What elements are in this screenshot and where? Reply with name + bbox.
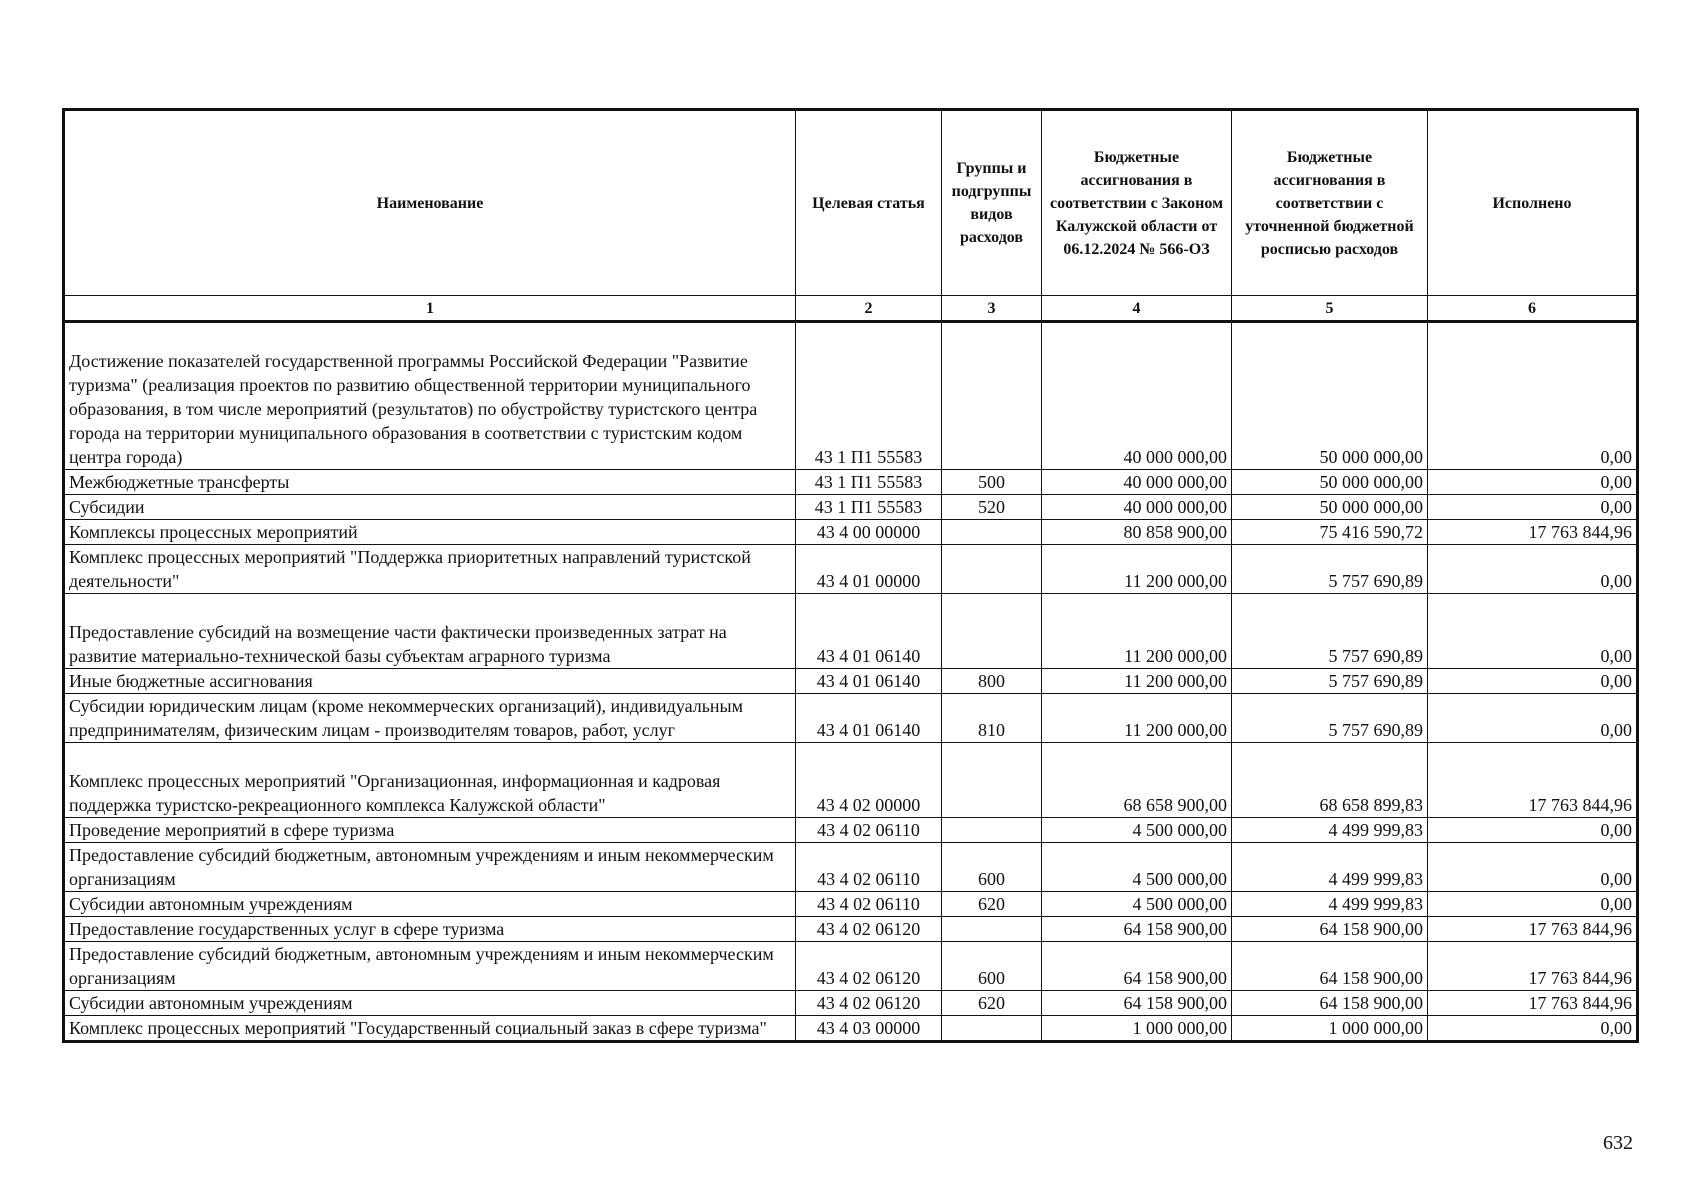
row-name-cell: Иные бюджетные ассигнования bbox=[64, 669, 796, 694]
row-law-amount-cell: 11 200 000,00 bbox=[1042, 545, 1232, 594]
row-name-cell: Проведение мероприятий в сфере туризма bbox=[64, 818, 796, 843]
row-target-article-cell: 43 4 01 06140 bbox=[796, 669, 942, 694]
row-target-article-cell: 43 4 01 00000 bbox=[796, 545, 942, 594]
table-row bbox=[64, 495, 1638, 520]
table-row bbox=[64, 1016, 1638, 1042]
row-expense-group-cell: 500 bbox=[942, 470, 1042, 495]
row-name-cell: Комплекс процессных мероприятий "Организационная, информационная и кадровая поддержка туристско-рекреационного комплекса Калужской области" bbox=[64, 743, 796, 818]
row-name-cell: Субсидии bbox=[64, 495, 796, 520]
row-executed-amount-cell: 0,00 bbox=[1428, 694, 1638, 743]
row-law-amount-cell: 4 500 000,00 bbox=[1042, 818, 1232, 843]
table-row bbox=[64, 520, 1638, 545]
row-refined-amount-cell: 1 000 000,00 bbox=[1232, 1016, 1428, 1042]
budget-table bbox=[62, 108, 1639, 1043]
row-target-article-cell: 43 4 03 00000 bbox=[796, 1016, 942, 1042]
table-row bbox=[64, 892, 1638, 917]
header-expense-groups: Группы и подгруппы видов расходов bbox=[942, 110, 1042, 296]
row-name-cell: Предоставление субсидий на возмещение части фактически произведенных затрат на развитие материально-технической базы субъектам аграрного туризма bbox=[64, 594, 796, 669]
row-target-article-cell: 43 1 П1 55583 bbox=[796, 322, 942, 470]
row-refined-amount-cell: 4 499 999,83 bbox=[1232, 892, 1428, 917]
row-expense-group-cell bbox=[942, 520, 1042, 545]
row-executed-amount-cell: 17 763 844,96 bbox=[1428, 743, 1638, 818]
table-row bbox=[64, 545, 1638, 594]
column-number-row bbox=[64, 296, 1638, 322]
row-refined-amount-cell: 64 158 900,00 bbox=[1232, 917, 1428, 942]
row-target-article-cell: 43 4 02 06110 bbox=[796, 892, 942, 917]
row-target-article-cell: 43 4 01 06140 bbox=[796, 694, 942, 743]
row-name-cell: Субсидии юридическим лицам (кроме некоммерческих организаций), индивидуальным предпринимателям, физическим лицам - производителям товаров, работ, услуг bbox=[64, 694, 796, 743]
table-body bbox=[64, 322, 1638, 1042]
row-refined-amount-cell: 50 000 000,00 bbox=[1232, 322, 1428, 470]
row-executed-amount-cell: 0,00 bbox=[1428, 818, 1638, 843]
row-target-article-cell: 43 1 П1 55583 bbox=[796, 495, 942, 520]
row-executed-amount-cell: 17 763 844,96 bbox=[1428, 942, 1638, 991]
row-expense-group-cell bbox=[942, 1016, 1042, 1042]
row-target-article-cell: 43 4 02 06110 bbox=[796, 843, 942, 892]
row-executed-amount-cell: 0,00 bbox=[1428, 669, 1638, 694]
row-executed-amount-cell: 0,00 bbox=[1428, 322, 1638, 470]
column-number: 6 bbox=[1428, 296, 1638, 322]
budget-sheet bbox=[62, 108, 1636, 1043]
row-law-amount-cell: 80 858 900,00 bbox=[1042, 520, 1232, 545]
row-refined-amount-cell: 50 000 000,00 bbox=[1232, 470, 1428, 495]
row-expense-group-cell: 810 bbox=[942, 694, 1042, 743]
row-name-cell: Комплексы процессных мероприятий bbox=[64, 520, 796, 545]
table-row bbox=[64, 669, 1638, 694]
row-law-amount-cell: 11 200 000,00 bbox=[1042, 694, 1232, 743]
row-name-cell: Комплекс процессных мероприятий "Поддержка приоритетных направлений туристской деятельности" bbox=[64, 545, 796, 594]
column-number: 4 bbox=[1042, 296, 1232, 322]
row-name-cell: Комплекс процессных мероприятий "Государственный социальный заказ в сфере туризма" bbox=[64, 1016, 796, 1042]
table-row bbox=[64, 843, 1638, 892]
row-target-article-cell: 43 4 02 00000 bbox=[796, 743, 942, 818]
table-row bbox=[64, 322, 1638, 470]
row-target-article-cell: 43 4 01 06140 bbox=[796, 594, 942, 669]
row-refined-amount-cell: 4 499 999,83 bbox=[1232, 818, 1428, 843]
row-name-cell: Субсидии автономным учреждениям bbox=[64, 892, 796, 917]
row-refined-amount-cell: 50 000 000,00 bbox=[1232, 495, 1428, 520]
row-refined-amount-cell: 64 158 900,00 bbox=[1232, 942, 1428, 991]
row-name-cell: Достижение показателей государственной программы Российской Федерации "Развитие туризма" (реализация проектов по развитию общественной территории муниципального образования, в том числе мероприятий (результатов) по обустройству туристского центра города на территории муниципального образования в соответствии с туристским кодом центра города) bbox=[64, 322, 796, 470]
row-executed-amount-cell: 17 763 844,96 bbox=[1428, 917, 1638, 942]
row-executed-amount-cell: 0,00 bbox=[1428, 594, 1638, 669]
row-expense-group-cell: 600 bbox=[942, 843, 1042, 892]
header-name: Наименование bbox=[64, 110, 796, 296]
row-law-amount-cell: 64 158 900,00 bbox=[1042, 942, 1232, 991]
row-law-amount-cell: 68 658 900,00 bbox=[1042, 743, 1232, 818]
row-expense-group-cell: 800 bbox=[942, 669, 1042, 694]
row-executed-amount-cell: 0,00 bbox=[1428, 470, 1638, 495]
row-name-cell: Предоставление субсидий бюджетным, автономным учреждениям и иным некоммерческим организациям bbox=[64, 942, 796, 991]
row-expense-group-cell bbox=[942, 594, 1042, 669]
row-target-article-cell: 43 4 00 00000 bbox=[796, 520, 942, 545]
row-refined-amount-cell: 75 416 590,72 bbox=[1232, 520, 1428, 545]
page-number: 632 bbox=[1603, 1132, 1633, 1154]
row-refined-amount-cell: 64 158 900,00 bbox=[1232, 991, 1428, 1016]
row-expense-group-cell: 620 bbox=[942, 892, 1042, 917]
row-refined-amount-cell: 68 658 899,83 bbox=[1232, 743, 1428, 818]
row-expense-group-cell: 600 bbox=[942, 942, 1042, 991]
row-refined-amount-cell: 5 757 690,89 bbox=[1232, 594, 1428, 669]
row-law-amount-cell: 40 000 000,00 bbox=[1042, 470, 1232, 495]
header-target-article: Целевая статья bbox=[796, 110, 942, 296]
row-refined-amount-cell: 5 757 690,89 bbox=[1232, 694, 1428, 743]
column-number: 2 bbox=[796, 296, 942, 322]
row-target-article-cell: 43 4 02 06120 bbox=[796, 991, 942, 1016]
table-row bbox=[64, 991, 1638, 1016]
row-refined-amount-cell: 4 499 999,83 bbox=[1232, 843, 1428, 892]
column-number: 5 bbox=[1232, 296, 1428, 322]
row-law-amount-cell: 1 000 000,00 bbox=[1042, 1016, 1232, 1042]
header-refined-allocations: Бюджетные ассигнования в соответствии с уточненной бюджетной росписью расходов bbox=[1232, 110, 1428, 296]
row-law-amount-cell: 4 500 000,00 bbox=[1042, 892, 1232, 917]
row-expense-group-cell: 620 bbox=[942, 991, 1042, 1016]
column-number: 3 bbox=[942, 296, 1042, 322]
row-name-cell: Субсидии автономным учреждениям bbox=[64, 991, 796, 1016]
row-target-article-cell: 43 1 П1 55583 bbox=[796, 470, 942, 495]
row-executed-amount-cell: 0,00 bbox=[1428, 843, 1638, 892]
row-expense-group-cell bbox=[942, 545, 1042, 594]
table-row bbox=[64, 594, 1638, 669]
table-row bbox=[64, 470, 1638, 495]
row-expense-group-cell bbox=[942, 322, 1042, 470]
row-law-amount-cell: 64 158 900,00 bbox=[1042, 917, 1232, 942]
row-expense-group-cell bbox=[942, 743, 1042, 818]
header-executed: Исполнено bbox=[1428, 110, 1638, 296]
row-name-cell: Межбюджетные трансферты bbox=[64, 470, 796, 495]
row-executed-amount-cell: 17 763 844,96 bbox=[1428, 991, 1638, 1016]
row-name-cell: Предоставление государственных услуг в сфере туризма bbox=[64, 917, 796, 942]
row-target-article-cell: 43 4 02 06120 bbox=[796, 942, 942, 991]
row-expense-group-cell: 520 bbox=[942, 495, 1042, 520]
row-law-amount-cell: 11 200 000,00 bbox=[1042, 594, 1232, 669]
row-law-amount-cell: 40 000 000,00 bbox=[1042, 322, 1232, 470]
row-executed-amount-cell: 0,00 bbox=[1428, 545, 1638, 594]
row-law-amount-cell: 11 200 000,00 bbox=[1042, 669, 1232, 694]
column-number: 1 bbox=[64, 296, 796, 322]
table-row bbox=[64, 818, 1638, 843]
table-row bbox=[64, 942, 1638, 991]
row-executed-amount-cell: 0,00 bbox=[1428, 892, 1638, 917]
table-row bbox=[64, 743, 1638, 818]
table-row bbox=[64, 917, 1638, 942]
row-expense-group-cell bbox=[942, 818, 1042, 843]
row-law-amount-cell: 64 158 900,00 bbox=[1042, 991, 1232, 1016]
row-target-article-cell: 43 4 02 06110 bbox=[796, 818, 942, 843]
row-expense-group-cell bbox=[942, 917, 1042, 942]
row-law-amount-cell: 40 000 000,00 bbox=[1042, 495, 1232, 520]
row-executed-amount-cell: 0,00 bbox=[1428, 1016, 1638, 1042]
row-refined-amount-cell: 5 757 690,89 bbox=[1232, 669, 1428, 694]
header-law-allocations: Бюджетные ассигнования в соответствии с Законом Калужской области от 06.12.2024 № 566-ОЗ bbox=[1042, 110, 1232, 296]
row-refined-amount-cell: 5 757 690,89 bbox=[1232, 545, 1428, 594]
row-executed-amount-cell: 17 763 844,96 bbox=[1428, 520, 1638, 545]
row-target-article-cell: 43 4 02 06120 bbox=[796, 917, 942, 942]
row-law-amount-cell: 4 500 000,00 bbox=[1042, 843, 1232, 892]
row-executed-amount-cell: 0,00 bbox=[1428, 495, 1638, 520]
row-name-cell: Предоставление субсидий бюджетным, автономным учреждениям и иным некоммерческим организациям bbox=[64, 843, 796, 892]
table-row bbox=[64, 694, 1638, 743]
header-row bbox=[64, 110, 1638, 296]
